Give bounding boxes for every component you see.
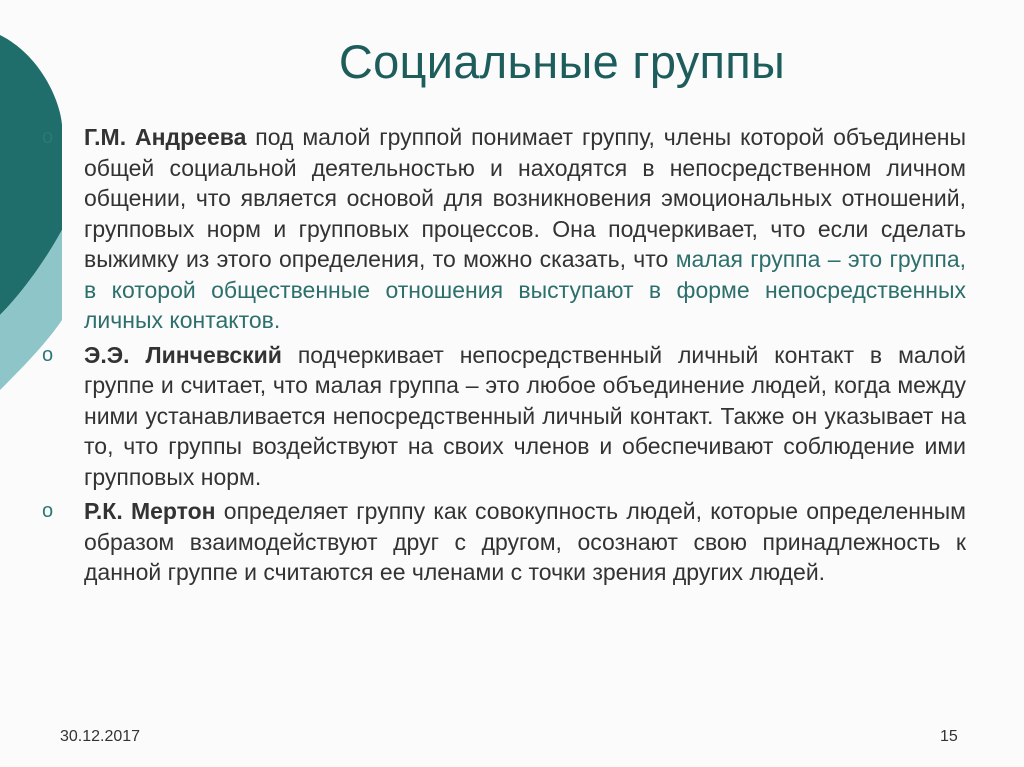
list-item xyxy=(42,340,966,493)
item-text: подчеркивает непосредственный личный контакт в малой группе и считает, что малая группа – это любое объединение людей, когда между ними устанавливается непосредственный личный контакт. Также он указывает на то, что группы воздействуют на своих членов и обеспечивают соблюдение ими групповых норм. xyxy=(84,341,966,490)
bullet-circle-icon: o xyxy=(42,126,54,148)
author-name: Р.К. Мертон xyxy=(84,498,216,524)
item-text: определяет группу как совокупность людей, которые определенным образом взаимодействуют друг с другом, осознают свою принадлежность к данной группе и считаются ее членами с точки зрения других людей. xyxy=(84,498,966,585)
item-text: под малой группой понимает группу, члены которой объединены общей социальной деятельностью и находятся в непосредственном личном общении, что является основой для возникновения эмоциональных отношений, групповых норм и групповых процессов. Она подчеркивает, что если сделать выжимку из этого определения, то можно сказать, что xyxy=(84,124,967,272)
slide-body xyxy=(42,122,966,592)
highlighted-definition: малая группа – это группа, в которой общественные отношения выступают в форме непосредственных личных контактов. xyxy=(84,246,966,333)
author-name: Г.М. Андреева xyxy=(84,124,247,150)
page-number: 15 xyxy=(940,728,958,745)
list-item xyxy=(42,122,966,336)
slide-title: Социальные группы xyxy=(338,35,786,88)
author-name: Э.Э. Линчевский xyxy=(84,341,282,368)
footer-date: 30.12.2017 xyxy=(60,728,141,745)
list-item xyxy=(42,496,966,588)
bullet-circle-icon: o xyxy=(42,500,54,522)
bullet-circle-icon: o xyxy=(42,343,54,366)
